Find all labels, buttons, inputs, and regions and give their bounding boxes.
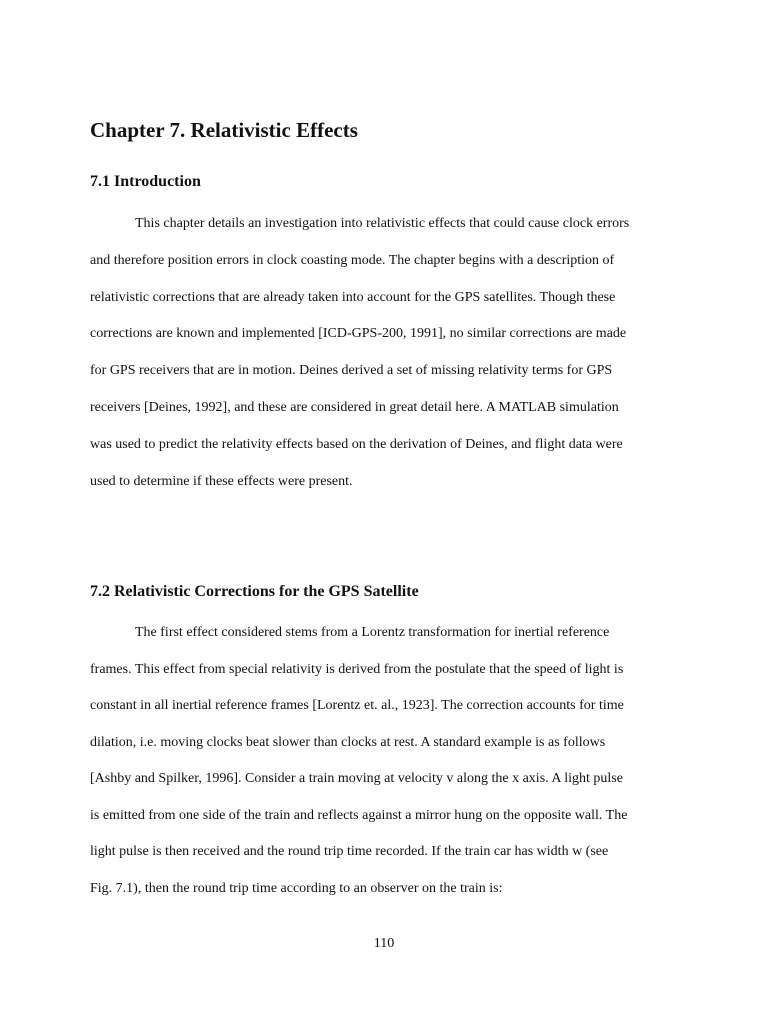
paragraph-line: constant in all inertial reference frames [Lorentz et. al., 1923]. The correction accounts for time: [90, 698, 624, 713]
paragraph-line: [Ashby and Spilker, 1996]. Consider a train moving at velocity v along the x axis. A light pulse: [90, 771, 623, 786]
paragraph-line: This chapter details an investigation into relativistic effects that could cause clock errors: [135, 216, 630, 231]
paragraph-line: used to determine if these effects were present.: [90, 473, 353, 489]
paragraph-line: for GPS receivers that are in motion. Deines derived a set of missing relativity terms for GPS: [90, 363, 613, 379]
paragraph-line: is emitted from one side of the train and reflects against a mirror hung on the opposite wall. The: [90, 807, 628, 823]
section-heading-gps-corrections: 7.2 Relativistic Corrections for the GPS Satellite: [90, 583, 419, 600]
paragraph-line: corrections are known and implemented [ICD-GPS-200, 1991], no similar corrections are made: [90, 326, 627, 342]
page-number: 110: [373, 936, 395, 951]
section-heading-introduction: 7.1 Introduction: [90, 173, 201, 190]
chapter-title: Chapter 7. Relativistic Effects: [90, 118, 358, 142]
paragraph-line: receivers [Deines, 1992], and these are considered in great detail here. A MATLAB simulation: [90, 399, 619, 415]
paragraph-line: Fig. 7.1), then the round trip time according to an observer on the train is:: [90, 880, 503, 896]
paragraph-line: frames. This effect from special relativity is derived from the postulate that the speed of light is: [90, 661, 624, 677]
introduction-paragraph: [90, 214, 690, 508]
paragraph-line: was used to predict the relativity effects based on the derivation of Deines, and flight data were: [90, 436, 623, 452]
paragraph-line: light pulse is then received and the round trip time recorded. If the train car has width w (see: [90, 844, 609, 859]
paragraph-line: and therefore position errors in clock coasting mode. The chapter begins with a description of: [90, 252, 615, 268]
paragraph-line: dilation, i.e. moving clocks beat slower than clocks at rest. A standard example is as follows: [90, 734, 606, 750]
gps-corrections-paragraph: [90, 623, 690, 915]
paragraph-line: relativistic corrections that are already taken into account for the GPS satellites. Though these: [90, 289, 616, 305]
paragraph-line: The first effect considered stems from a Lorentz transformation for inertial reference: [135, 625, 610, 640]
